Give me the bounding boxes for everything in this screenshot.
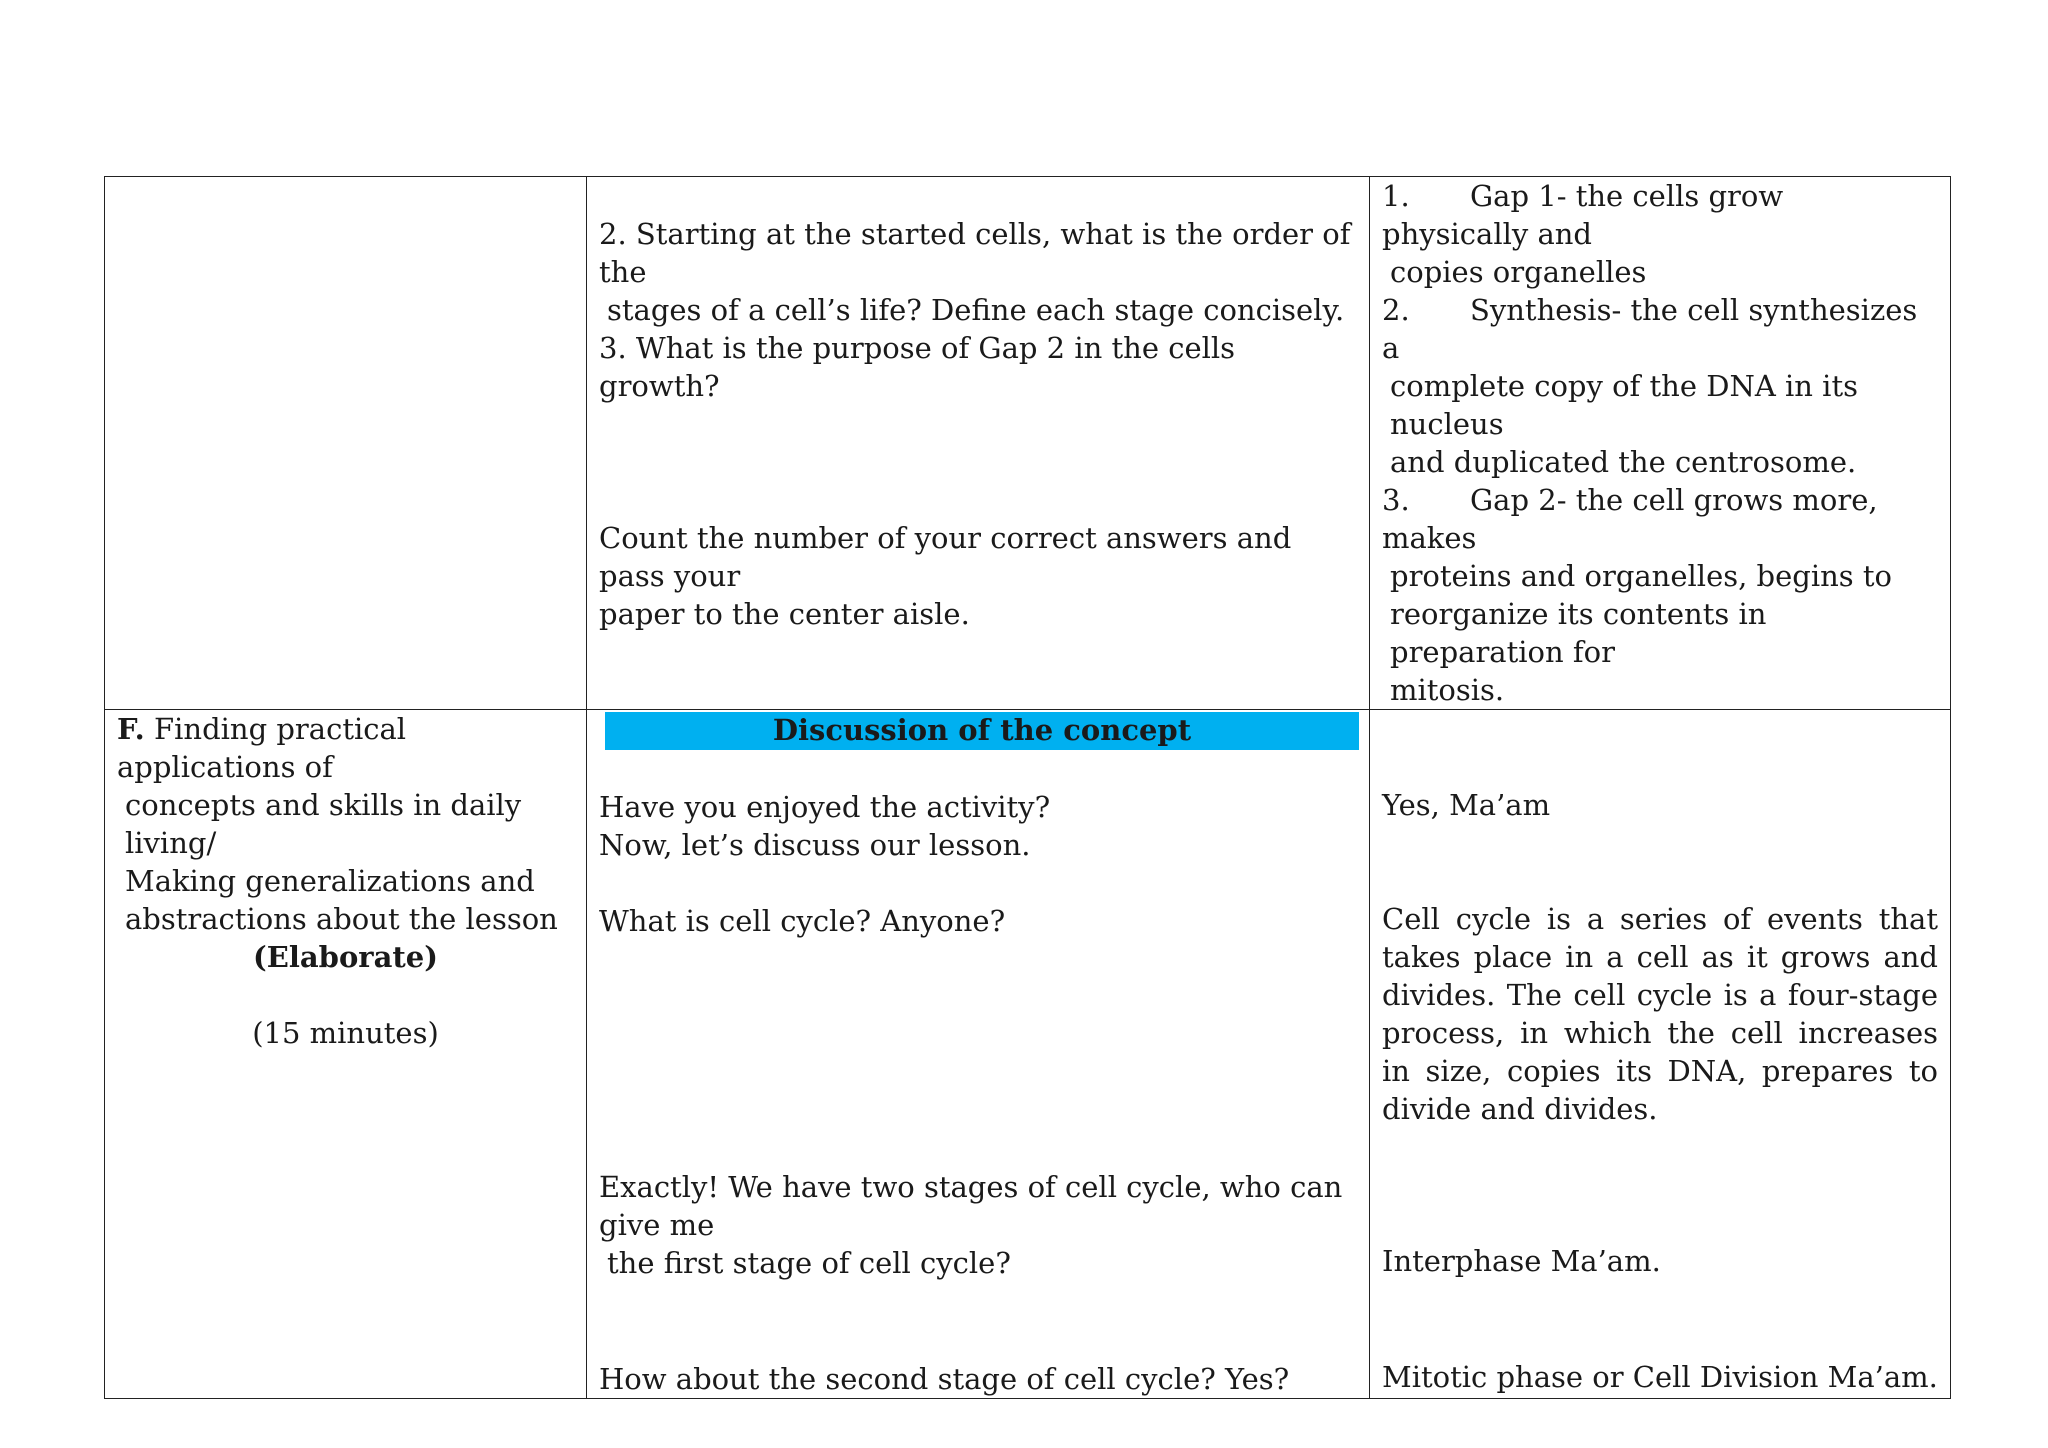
instruction-line-1: Count the number of your correct answers and pass your: [599, 521, 1301, 593]
question-3: 3. What is the purpose of Gap 2 in the cells growth?: [599, 331, 1245, 403]
teacher-activity-cell: [587, 177, 1370, 710]
student-answer-definition: Cell cycle is a series of events that takes place in a cell as it grows and divides. The cell cycle is a four-stage process, in which the cell increases in size, copies its DNA, prepares to divide and divides.: [1382, 902, 1948, 1126]
procedure-label-line-2: concepts and skills in daily living/: [125, 788, 531, 860]
procedure-label-line-4: abstractions about the lesson: [125, 902, 558, 936]
list-item-text: Synthesis- the cell synthesizes a: [1382, 293, 1918, 365]
lesson-plan-table: [104, 176, 1951, 1399]
instruction-line-2: paper to the center aisle.: [599, 597, 970, 631]
list-item-text: Gap 1- the cells grow physically and: [1382, 179, 1784, 251]
question-2-line-2: stages of a cell’s life? Define each stage concisely.: [607, 293, 1345, 327]
list-item-continuation: proteins and organelles, begins to: [1390, 559, 1893, 593]
list-item: [1382, 481, 1938, 709]
teacher-prompt-exactly-line-1: Exactly! We have two stages of cell cycle, who can give me: [599, 1170, 1352, 1242]
procedure-label-line-1: [117, 710, 574, 786]
procedure-label-line-3: Making generalizations and: [125, 864, 535, 898]
list-number: 3.: [1382, 483, 1410, 517]
procedure-letter: F.: [117, 712, 145, 746]
student-activity-cell: [1370, 177, 1951, 710]
table-row: [105, 177, 1951, 710]
section-banner: Discussion of the concept: [605, 712, 1359, 750]
list-number: 2.: [1382, 293, 1410, 327]
duration-label: (15 minutes): [252, 1016, 439, 1050]
list-number: 1.: [1382, 179, 1410, 213]
teacher-question-second-stage: How about the second stage of cell cycle? Yes?: [599, 1362, 1290, 1396]
teacher-activity-cell: [587, 710, 1370, 1399]
teacher-prompt-enjoyed: Have you enjoyed the activity?: [599, 790, 1051, 824]
label-cell-empty: [105, 177, 587, 710]
list-item-continuation: complete copy of the DNA in its nucleus: [1390, 369, 1858, 441]
list-item-continuation: reorganize its contents in preparation for: [1390, 597, 1767, 669]
student-activity-cell: [1370, 710, 1951, 1399]
phase-label: (Elaborate): [253, 940, 438, 974]
list-item-continuation: copies organelles: [1390, 255, 1647, 289]
list-item-text: Gap 2- the cell grows more, makes: [1382, 483, 1878, 555]
question-2-line-1: 2. Starting at the started cells, what is the order of the: [599, 217, 1360, 289]
student-answer-interphase: Interphase Ma’am.: [1382, 1244, 1661, 1278]
procedure-title-start: Finding practical applications of: [117, 712, 416, 784]
teacher-prompt-discuss: Now, let’s discuss our lesson.: [599, 828, 1031, 862]
teacher-prompt-exactly-line-2: the first stage of cell cycle?: [607, 1246, 1011, 1280]
list-item-continuation: mitosis.: [1390, 673, 1505, 707]
teacher-question-cell-cycle: What is cell cycle? Anyone?: [599, 904, 1006, 938]
student-answer-mitotic: Mitotic phase or Cell Division Ma’am.: [1382, 1360, 1938, 1394]
table-row: [105, 710, 1951, 1399]
list-item: [1382, 291, 1938, 481]
procedure-label-cell: [105, 710, 587, 1399]
list-item: [1382, 177, 1938, 291]
student-answer-yes: Yes, Ma’am: [1382, 788, 1551, 822]
list-item-continuation: and duplicated the centrosome.: [1390, 445, 1857, 479]
